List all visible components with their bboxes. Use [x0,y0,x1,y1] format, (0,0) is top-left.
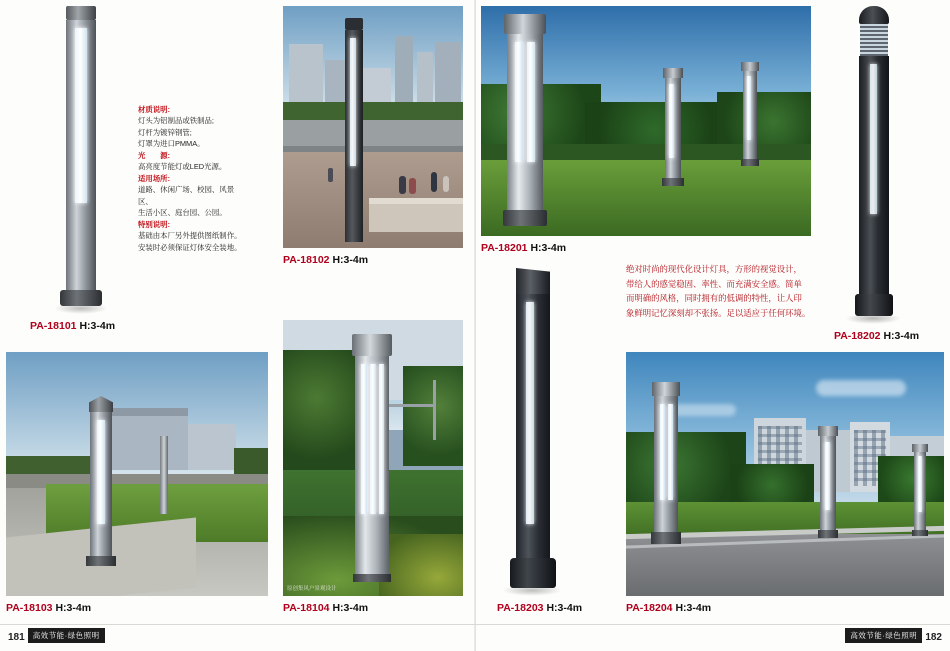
caption-pa18102: PA-18102 H:3-4m [283,254,369,266]
product-photo-pa18102 [283,6,463,248]
caption-pa18202: PA-18202 H:3-4m [834,330,920,342]
pole-in-photo-pa18102 [345,18,363,242]
pole-base [60,290,102,306]
photo-watermark: 原创集风户景观设计 [287,586,337,592]
pole-far-pa18201 [743,62,757,166]
caption-pa18101: PA-18101 H:3-4m [30,320,116,332]
pole-cap [66,6,96,20]
caption-pa18203: PA-18203 H:3-4m [497,602,583,614]
caption-pa18204: PA-18204 H:3-4m [626,602,712,614]
pole-in-photo-pa18104 [355,334,389,582]
pole-in-photo-pa18103 [90,396,112,566]
pole-far-pa18204 [914,444,926,536]
product-photo-pa18103 [6,352,268,596]
pole-lamp-strip [75,28,87,203]
product-image-pa18203 [500,268,564,596]
caption-pa18103: PA-18103 H:3-4m [6,602,92,614]
description-text: 绝对时尚的现代化设计灯具，方形的视觉设计， 带给人的感觉稳固、率性、而充满安全感。简单 而明确的风格，同时拥有的低调的特性，让人印 象鲜明记忆深刻却不张扬。足以适应于任何环境。 [626,264,811,319]
footer-tag-right: 高效节能·绿色照明 [845,628,922,643]
specification-text: 材质说明: 灯头为铝制品或铁制品; 灯杆为镀锌钢管; 灯罩为进口PMMA。 光 源: 高亮度节能灯或LED光源。 适用场所: 道路、休闲广场、校园、风景区、 生活小区、庭台园、公园。 特别说明: 基础由本厂另外提供图纸制作。 安装时必须保证灯体安全装地。 [138,105,242,252]
page-gutter [474,0,476,651]
pole-mid-pa18204 [820,426,836,538]
caption-pa18201: PA-18201 H:3-4m [481,242,567,254]
product-photo-pa18201 [481,6,811,236]
pole-louver-section [860,24,888,56]
pole-near-pa18204 [654,382,678,544]
footer-tag-left: 高效节能·绿色照明 [28,628,105,643]
product-image-pa18101 [52,6,110,316]
folio-right: 高效节能·绿色照明 182 [845,628,942,643]
caption-pa18104: PA-18104 H:3-4m [283,602,369,614]
pole-middle-pa18201 [665,68,681,186]
footer-divider [0,624,950,625]
folio-left: 181 高效节能·绿色照明 [8,628,105,643]
pole-foreground-pa18201 [507,14,543,226]
product-photo-pa18204 [626,352,944,596]
product-photo-pa18104 [283,320,463,596]
